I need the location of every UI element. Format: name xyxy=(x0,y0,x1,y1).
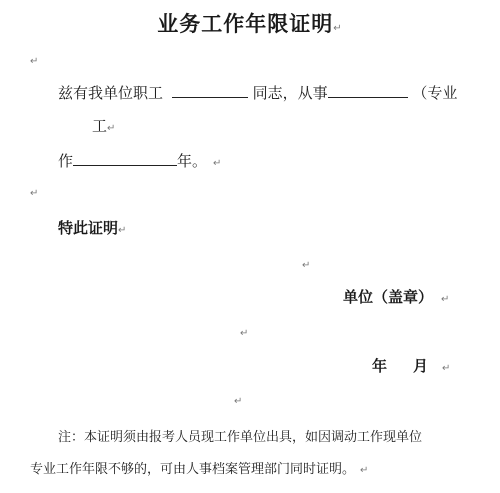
body-line-1 xyxy=(58,82,457,103)
paragraph-mark-icon: ↵ xyxy=(30,188,39,199)
paragraph-mark-icon: ↵ xyxy=(107,123,116,134)
unit-seal-line xyxy=(343,287,449,310)
years-label: 年。 xyxy=(177,152,208,170)
work-char-2: 作 xyxy=(58,152,74,170)
years-blank-field[interactable] xyxy=(73,150,177,166)
note-text-2: 专业工作年限不够的，可由人事档案管理部门同时证明。 xyxy=(30,462,356,477)
title-text: 业务工作年限证明 xyxy=(157,12,334,36)
paragraph-mark-icon: ↵ xyxy=(302,260,311,271)
profession-blank-field[interactable] xyxy=(328,82,408,98)
body-line-3 xyxy=(58,150,221,174)
employee-label: 兹有我单位职工 xyxy=(58,84,164,102)
paragraph-mark-icon: ↵ xyxy=(360,465,369,476)
paragraph-mark-icon: ↵ xyxy=(240,328,249,339)
paragraph-mark-icon: ↵ xyxy=(442,363,451,374)
paragraph-mark-icon: ↵ xyxy=(213,158,222,169)
work-char-1: 工 xyxy=(92,117,108,135)
name-blank-field[interactable] xyxy=(172,82,248,98)
unit-seal-text: 单位（盖章） xyxy=(343,288,434,306)
paragraph-mark-icon: ↵ xyxy=(30,56,39,67)
paragraph-mark-icon: ↵ xyxy=(234,396,243,407)
year-label: 年 xyxy=(372,357,388,375)
paragraph-mark-icon: ↵ xyxy=(118,225,127,236)
note-text-1: 注：本证明须由报考人员现工作单位出具，如因调动工作现单位 xyxy=(58,430,423,445)
profession-open-label: （专业 xyxy=(412,84,458,102)
certify-text: 特此证明 xyxy=(58,219,119,237)
certify-line xyxy=(58,218,126,241)
note-line-2 xyxy=(30,461,368,480)
page-title xyxy=(0,8,500,38)
paragraph-mark-icon: ↵ xyxy=(333,23,343,34)
month-label: 月 xyxy=(413,357,429,375)
date-line xyxy=(372,356,450,379)
paragraph-mark-icon: ↵ xyxy=(441,294,450,305)
body-line-2 xyxy=(92,116,115,139)
note-line-1 xyxy=(58,429,422,447)
comrade-from-label: 同志，从事 xyxy=(252,84,328,102)
